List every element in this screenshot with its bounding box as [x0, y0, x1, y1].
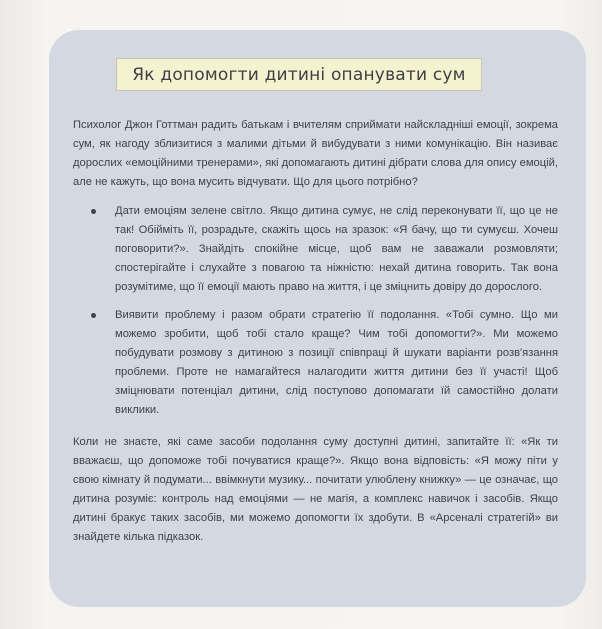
bullet-text: Дати емоціям зелене світло. Якщо дитина сумує, не слід переконувати її, що це не так! Обійміть її, розрадьте, скажіть щось на зразок: «Я бачу, що ти сумуєш. Хочеш поговорити?». Знайдіть спокійне місце, щоб вам не заважали розмовляти; спостерігайте і слухайте з повагою та ніжністю: нехай дитина говорить. Так вона розумітиме, що її емоції мають право на життя, і це зміцнить довіру до дорослого.	[115, 205, 558, 293]
panel-content	[73, 116, 558, 547]
panel-title: Як допомогти дитині опанувати сум	[132, 64, 466, 85]
bullet-dot-icon	[91, 313, 96, 318]
title-box	[116, 58, 482, 91]
bullet-list	[73, 202, 558, 420]
info-panel	[49, 30, 586, 607]
bullet-item	[73, 202, 558, 297]
closing-paragraph: Коли не знаєте, які саме засоби подолання суму доступні дитині, запитайте її: «Як ти вважаєш, що допоможе тобі почуватися краще?». Якщо вона відповість: «Я можу піти у свою кімнату й подумати... ввімкнути музику... почитати улюблену книжку» — це означає, що дитина розуміє: контроль над емоціями — не магія, а комплекс навичок і засобів. Якщо дитині бракує таких засобів, ми можемо допомогти їх здобути. В «Арсеналі стратегій» ви знайдете кілька підказок.	[73, 436, 558, 543]
bullet-dot-icon	[91, 209, 96, 214]
bullet-item	[73, 306, 558, 420]
intro-paragraph: Психолог Джон Готтман радить батькам і вчителям сприймати найскладніші емоції, зокрема сум, як нагоду зблизитися з малими дітьми й вибудувати з ними комунікацію. Він називає дорослих «емоційними тренерами», які допомагають дитині дібрати слова для опису емоцій, але не кажуть, що вона мусить відчувати. Що для цього потрібно?	[73, 119, 558, 188]
bullet-text: Виявити проблему і разом обрати стратегію її подолання. «Тобі сумно. Що ми можемо зробити, щоб тобі стало краще? Чим тобі допомогти?». Ми можемо побудувати розмову з дитиною з позиції співпраці й шукати варіанти розв'язання проблеми. Проте не намагайтеся налагодити життя дитини без її участі! Щоб зміцнювати потенціал дитини, слід поступово допомагати їй самостійно долати виклики.	[115, 309, 558, 416]
